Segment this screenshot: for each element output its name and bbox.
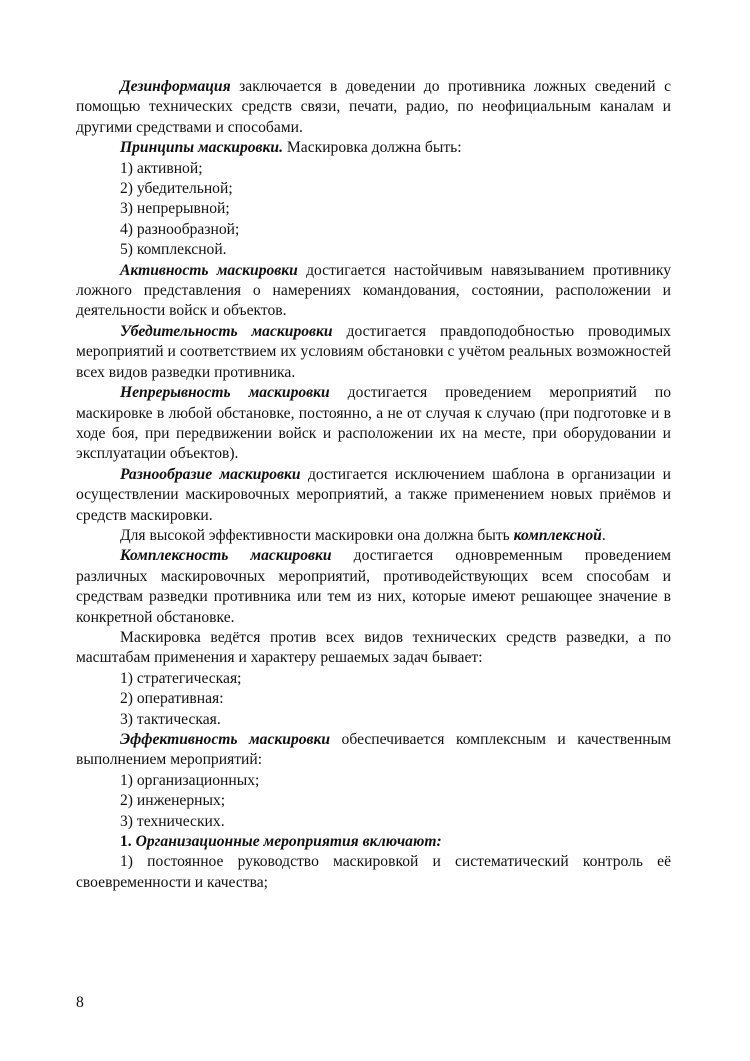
list-item: 1) активной; [120,159,203,177]
list-item: 2) оперативная: [120,690,224,708]
paragraph-text: достигается настойчивым навязыванием противнику ложного представления о намерениях командования, состоянии, расположении и деятельности войск и объектов. [76,261,671,320]
list-item: 3) тактическая. [120,710,221,728]
paragraph: 1) постоянное руководство маскировкой и систематический контроль её своевременности и качества; [76,853,671,891]
paragraph [76,138,671,158]
paragraph-text: достигается исключением шаблона в организации и осуществлении маскировочных мероприятий, а также применением новых приёмов и средств маскировки. [76,465,671,524]
page-number: 8 [76,994,84,1011]
list-item: 3) технических. [120,812,225,830]
paragraph [76,261,671,322]
paragraph-text: Для высокой эффективности маскировки она должна быть [120,526,514,544]
paragraph [76,465,671,526]
paragraph-text: заключается в доведении до противника ложных сведений с помощью технических средств связи, печати, радио, по неофициальным каналам и другими средствами и способами. [76,78,671,136]
heading-text: Организационные мероприятия включают: [135,833,442,851]
term-lead: Убедительность маскировки [120,322,333,340]
paragraph-text: Маскировка должна быть: [283,139,462,157]
paragraph [76,383,671,465]
paragraph [76,322,671,383]
paragraph [76,730,671,771]
list-item: 5) комплексной. [120,241,227,259]
section-heading [76,832,671,852]
list-item: 2) убедительной; [120,180,233,198]
paragraph: Маскировка ведётся против всех видов технических средств разведки, а по масштабам применения и характеру решаемых задач бывает: [76,628,671,667]
paragraph-end: . [601,526,606,544]
paragraph-text: достигается одновременным проведением различных маскировочных мероприятий, противодействующих всем способам и средствам разведки противника или тем из них, которые имеют решающее значение в конкретной обстановке. [76,547,671,626]
paragraph-text: достигается проведением мероприятий по маскировке в любой обстановке, постоянно, а не от случая к случаю (при подготовке и в ходе боя, при передвижении войск и расположении их на месте, при оборудовании и эксплуатации объектов). [76,384,671,463]
paragraph-text: обеспечивается комплексным и качественным выполнением мероприятий: [76,731,671,769]
term-lead: Эффективность маскировки [120,731,331,748]
paragraph [76,77,671,138]
body-text [76,77,671,893]
paragraph-text: достигается правдоподобностью проводимых мероприятий и соответствием их условиям обстановки с учётом реальных возможностей всех видов разведки противника. [76,322,671,381]
term-lead: Активность маскировки [120,261,298,279]
term-lead: Принципы маскировки. [120,139,284,157]
term-lead: Дезинформация [120,78,231,95]
list-item: 1) организационных; [120,771,260,789]
term-lead: Комплексность маскировки [120,547,332,565]
term-lead: Непрерывность маскировки [120,384,330,402]
term-emphasis: комплексной [513,526,602,544]
paragraph [76,546,671,628]
term-lead: Разнообразие маскировки [120,465,301,483]
list-item: 1) стратегическая; [120,669,242,687]
list-item: 3) непрерывной; [120,200,230,218]
list-item: 2) инженерных; [120,792,226,810]
heading-number: 1. [120,833,136,851]
list-item: 4) разнообразной; [120,220,240,238]
paragraph [76,526,671,546]
